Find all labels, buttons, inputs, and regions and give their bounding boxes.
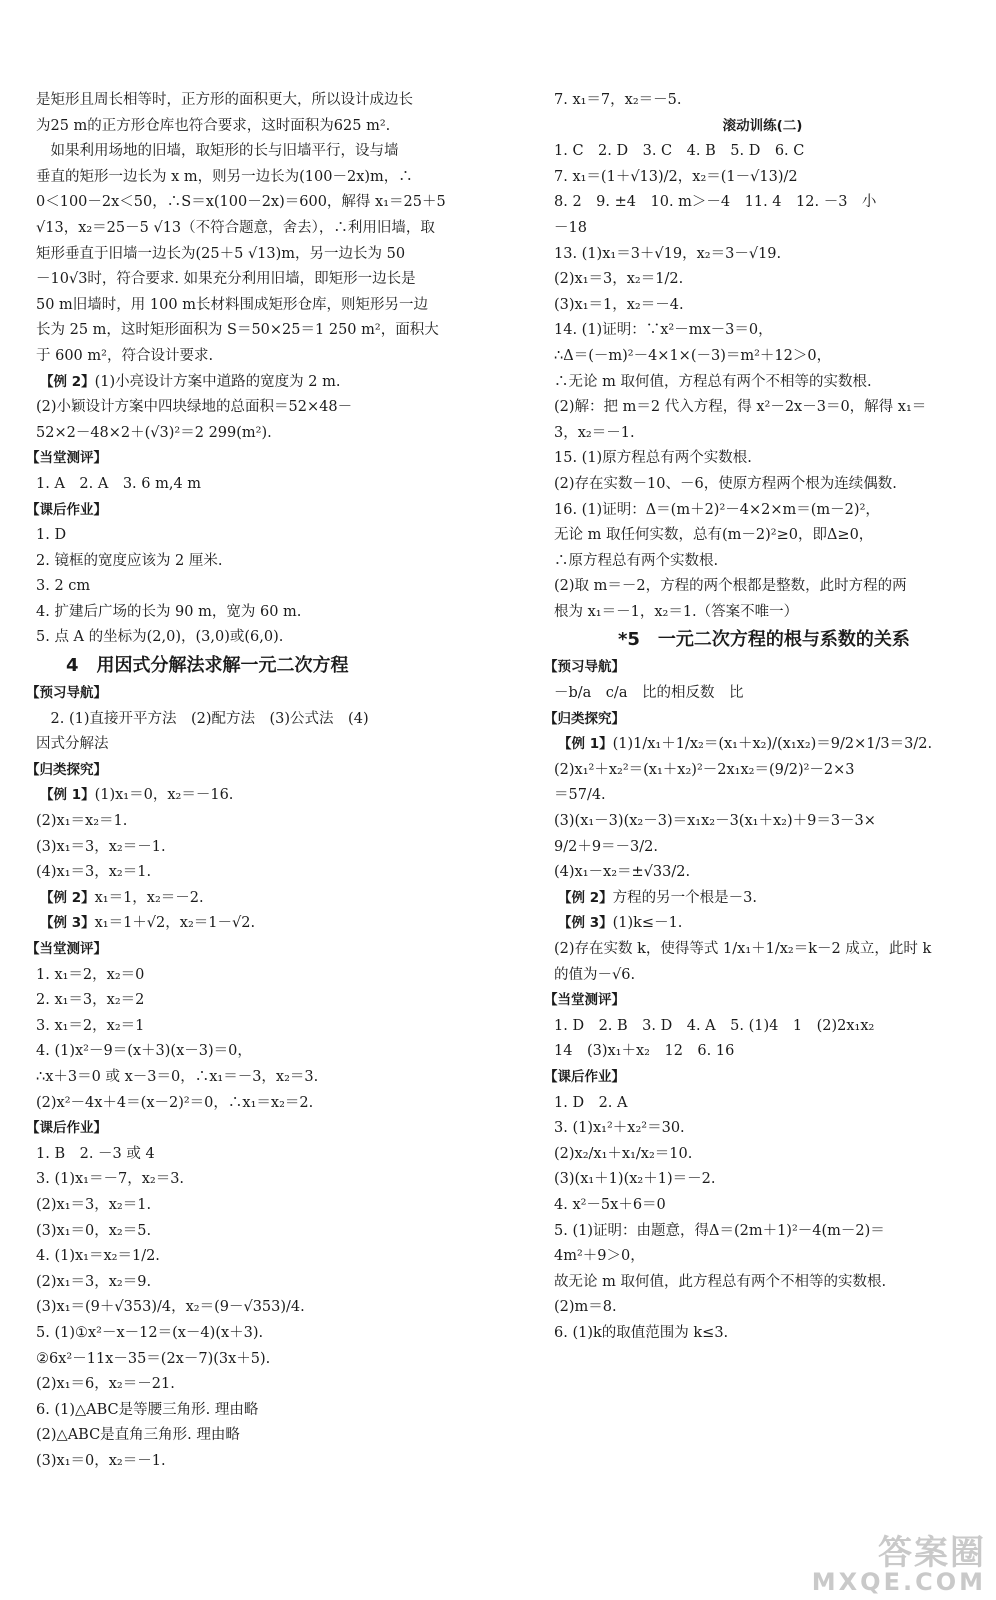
tag-dangtang-2: 【当堂测评】: [26, 941, 107, 957]
answer-line: 3. 2 cm: [36, 578, 91, 595]
answer-line: 14 (3)x₁＋x₂ 12 6. 16: [554, 1043, 735, 1060]
answer-line: (2)x₁＝3，x₂＝1/2.: [554, 271, 684, 288]
answer-line: (2)存在实数 k，使得等式 1/x₁＋1/x₂＝k－2 成立，此时 k: [554, 941, 932, 957]
answer-line: 1. x₁＝2，x₂＝0: [36, 966, 145, 983]
example-2-answer: [22, 395, 440, 446]
answer-line: (2)x₁＝3，x₂＝9.: [36, 1273, 152, 1290]
answer-line: (3)(x₁－3)(x₂－3)＝x₁x₂－3(x₁＋x₂)＋9＝3－3×: [554, 813, 876, 830]
answer-line: －b/a c/a 比的相反数 比: [554, 685, 744, 702]
answer-line: (2)x²－4x＋4＝(x－2)²＝0，∴x₁＝x₂＝2.: [36, 1094, 314, 1111]
answer-line: (2)x₁＝x₂＝1.: [36, 813, 128, 830]
answer-line: 4m²＋9＞0，: [554, 1248, 645, 1265]
watermark-big: 答案圈: [878, 1533, 986, 1573]
s4-example-3-line: 【例 3】x₁＝1＋√2，x₂＝1－√2.: [22, 911, 440, 937]
dangtang-answers: [22, 472, 440, 498]
answer-line: 3. (1)x₁²＋x₂²＝30.: [554, 1120, 685, 1137]
s5-example-1-tag: 【例 1】: [558, 736, 613, 753]
answer-line: (3)x₁＝(9＋√353)/4，x₂＝(9－√353)/4.: [36, 1299, 305, 1316]
kehou-2-answers: [22, 1142, 440, 1475]
answer-line: 16. (1)证明：Δ＝(m＋2)²－4×2×m＝(m－2)²，: [554, 501, 880, 518]
answer-line: (2)m＝8.: [554, 1299, 617, 1316]
section-5-title: *5 一元二次方程的根与系数的关系: [618, 629, 910, 651]
yuxi-r-answers: [540, 681, 985, 707]
example-2-tag: 【例 2】: [40, 373, 95, 390]
answer-line: 6. (1)k的取值范围为 k≤3.: [554, 1324, 729, 1341]
answer-line: 根为 x₁＝－1，x₂＝1.（答案不唯一）: [554, 603, 799, 620]
answer-line: ∴原方程总有两个实数根.: [554, 552, 719, 569]
answer-line: 1. D 2. B 3. D 4. A 5. (1)4 1 (2)2x₁x₂: [554, 1017, 875, 1034]
s5-example-3-line: 【例 3】(1)k≤－1.: [540, 911, 985, 937]
answer-line: 4. x²－5x＋6＝0: [554, 1196, 666, 1213]
s4-example-2-line: 【例 2】x₁＝1，x₂＝－2.: [22, 886, 440, 912]
answer-line: 于 600 m²，符合设计要求.: [36, 347, 214, 364]
s4-example-1-answers: [22, 809, 440, 886]
right-column: [540, 88, 985, 1347]
answer-line: √13，x₂＝25－5 √13（不符合题意，舍去），∴利用旧墙，取: [36, 219, 435, 236]
answer-line: 矩形垂直于旧墙一边长为(25＋5 √13)m，另一边长为 50: [36, 245, 406, 262]
answer-line: (2)取 m＝－2，方程的两个根都是整数，此时方程的两: [554, 578, 907, 595]
tag-kehou-r: 【课后作业】: [544, 1068, 625, 1085]
tag-dangtang: 【当堂测评】: [26, 450, 107, 467]
answer-line: (2)△ABC是直角三角形. 理由略: [36, 1427, 240, 1444]
dangtang-r-answers: [540, 1014, 985, 1065]
answer-line: (4)x₁＝3，x₂＝1.: [36, 864, 152, 881]
answer-line: 1. B 2. －3 或 4: [36, 1145, 155, 1162]
answer-line: 4. 扩建后广场的长为 90 m，宽为 60 m.: [36, 603, 302, 620]
section-4-title: 4 用因式分解法求解一元二次方程: [66, 655, 349, 677]
answer-line: (3)x₁＝3，x₂＝－1.: [36, 838, 166, 855]
answer-line: (3)x₁＝1，x₂＝－4.: [554, 296, 684, 313]
review-answers: [540, 139, 985, 625]
review-title: 滚动训练(二): [722, 117, 803, 134]
answer-line: 2. (1)直接开平方法 (2)配方法 (3)公式法 (4): [36, 710, 369, 727]
answer-line: 1. A 2. A 3. 6 m,4 m: [36, 475, 202, 492]
answer-line: 4. (1)x₁＝x₂＝1/2.: [36, 1248, 160, 1265]
s5-example-2-line: 【例 2】方程的另一个根是－3.: [540, 886, 985, 912]
answer-line: 0＜100－2x＜50，∴S＝x(100－2x)＝600，解得 x₁＝25＋5: [36, 194, 446, 211]
s4-example-3-tag: 【例 3】: [40, 915, 95, 932]
answer-line: (2)存在实数－10、－6，使原方程两个根为连续偶数.: [554, 475, 897, 492]
answer-line: 1. C 2. D 3. C 4. B 5. D 6. C: [554, 143, 805, 160]
tag-yuxi-r: 【预习导航】: [544, 659, 625, 676]
tag-yuxi: 【预习导航】: [26, 685, 107, 702]
s5-example-3-tag: 【例 3】: [558, 915, 613, 932]
answer-line: (2)x₁＝3，x₂＝1.: [36, 1196, 152, 1213]
answer-line: 故无论 m 取何值，此方程总有两个不相等的实数根.: [554, 1273, 887, 1290]
answer-line: (2)解：把 m＝2 代入方程，得 x²－2x－3＝0，解得 x₁＝: [554, 399, 927, 416]
answer-line: 5. (1)①x²－x－12＝(x－4)(x＋3).: [36, 1324, 264, 1341]
answer-line: 7. x₁＝(1＋√13)/2，x₂＝(1－√13)/2: [554, 168, 798, 185]
kehou-r-answers: [540, 1091, 985, 1347]
answer-line: 如果利用场地的旧墙，取矩形的长与旧墙平行，设与墙: [36, 143, 399, 160]
yuxi-answers: [22, 707, 440, 758]
answer-line: 无论 m 取任何实数，总有(m－2)²≥0，即Δ≥0，: [554, 527, 874, 544]
answer-line: (3)x₁＝0，x₂＝－1.: [36, 1452, 166, 1469]
left-column: [22, 88, 446, 1474]
answer-line: ∴Δ＝(－m)²－4×1×(－3)＝m²＋12＞0，: [554, 347, 832, 364]
answer-line: 14. (1)证明：∵x²－mx－3＝0，: [554, 322, 773, 339]
s5-example-3-answers: [540, 937, 985, 988]
answer-line: (2)小颖设计方案中四块绿地的总面积＝52×48－: [36, 399, 353, 416]
answer-line: 3，x₂＝－1.: [554, 424, 635, 441]
watermark-small: MXQE.COM: [811, 1568, 986, 1596]
answer-line: 2. x₁＝3，x₂＝2: [36, 992, 145, 1009]
tag-guilei-r: 【归类探究】: [544, 710, 625, 727]
answer-line: (3)x₁＝0，x₂＝5.: [36, 1222, 152, 1239]
s4-example-1-tag: 【例 1】: [40, 787, 95, 804]
answer-line: 因式分解法: [36, 736, 109, 753]
answer-line: 是矩形且周长相等时，正方形的面积更大，所以设计成边长: [36, 92, 413, 108]
answer-line: ＝57/4.: [554, 787, 606, 804]
answer-line: 52×2－48×2＋(√3)²＝2 299(m²).: [36, 424, 272, 441]
intro-paragraph: [22, 88, 446, 370]
answer-line: 5. (1)证明：由题意，得Δ＝(2m＋1)²－4(m－2)＝: [554, 1222, 885, 1239]
answer-line: 8. 2 9. ±4 10. m＞－4 11. 4 12. －3 小: [554, 194, 877, 211]
watermark-logo: [811, 1533, 986, 1596]
tag-guilei: 【归类探究】: [26, 761, 107, 778]
answer-line: 1. D: [36, 527, 67, 544]
answer-line: 为25 m的正方形仓库也符合要求，这时面积为625 m².: [36, 117, 391, 134]
s5-example-1-answers: [540, 758, 985, 886]
answer-line: (2)x₁²＋x₂²＝(x₁＋x₂)²－2x₁x₂＝(9/2)²－2×3: [554, 761, 855, 778]
tag-dangtang-r: 【当堂测评】: [544, 992, 625, 1009]
answer-line: 3. (1)x₁＝－7，x₂＝3.: [36, 1171, 185, 1188]
answer-line: 4. (1)x²－9＝(x＋3)(x－3)＝0，: [36, 1043, 252, 1060]
answer-line: ∴无论 m 取何值，方程总有两个不相等的实数根.: [554, 373, 872, 390]
kehou-answers: [22, 523, 440, 651]
s5-example-2-tag: 【例 2】: [558, 889, 613, 906]
s5-example-1-line: 【例 1】(1)1/x₁＋1/x₂＝(x₁＋x₂)/(x₁x₂)＝9/2×1/3＝3/2.: [540, 732, 985, 758]
answer-line: (4)x₁－x₂＝±√33/2.: [554, 864, 691, 881]
answer-line: 9/2＋9＝－3/2.: [554, 838, 659, 855]
answer-line: (2)x₁＝6，x₂＝－21.: [36, 1376, 175, 1393]
answer-line: 13. (1)x₁＝3＋√19，x₂＝3－√19.: [554, 245, 782, 262]
answer-line: 6. (1)△ABC是等腰三角形. 理由略: [36, 1401, 259, 1418]
answer-line: (3)(x₁＋1)(x₂＋1)＝－2.: [554, 1171, 716, 1188]
answer-line: (2)x₂/x₁＋x₁/x₂＝10.: [554, 1145, 693, 1162]
dangtang-2-answers: [22, 963, 440, 1117]
right-top-line: 7. x₁＝7，x₂＝－5.: [554, 92, 682, 108]
answer-line: 长为 25 m，这时矩形面积为 S＝50×25＝1 250 m²，面积大: [36, 322, 439, 339]
answer-line: 5. 点 A 的坐标为(2,0)，(3,0)或(6,0).: [36, 629, 284, 646]
answer-line: 1. D 2. A: [554, 1094, 628, 1111]
answer-line: 垂直的矩形一边长为 x m，则另一边长为(100－2x)m，∴: [36, 168, 413, 185]
answer-line: 3. x₁＝2，x₂＝1: [36, 1017, 145, 1034]
answer-line: －10√3时，符合要求. 如果充分利用旧墙，即矩形一边长是: [36, 271, 416, 288]
tag-kehou: 【课后作业】: [26, 501, 107, 518]
s4-example-2-tag: 【例 2】: [40, 889, 95, 906]
answer-line: －18: [554, 219, 587, 236]
answer-line: 15. (1)原方程总有两个实数根.: [554, 450, 752, 467]
answer-line: ∴x＋3＝0 或 x－3＝0，∴x₁＝－3，x₂＝3.: [36, 1068, 319, 1085]
answer-line: 50 m旧墙时，用 100 m长材料围成矩形仓库，则矩形另一边: [36, 296, 428, 313]
answer-line: 的值为－√6.: [554, 966, 636, 983]
answer-line: ②6x²－11x－35＝(2x－7)(3x＋5).: [36, 1350, 271, 1367]
s4-example-1-line: 【例 1】(1)x₁＝0，x₂＝－16.: [22, 783, 440, 809]
answer-line: 2. 镜框的宽度应该为 2 厘米.: [36, 552, 223, 569]
example-2-line: 【例 2】(1)小亮设计方案中道路的宽度为 2 m.: [22, 370, 440, 396]
tag-kehou-2: 【课后作业】: [26, 1120, 107, 1137]
